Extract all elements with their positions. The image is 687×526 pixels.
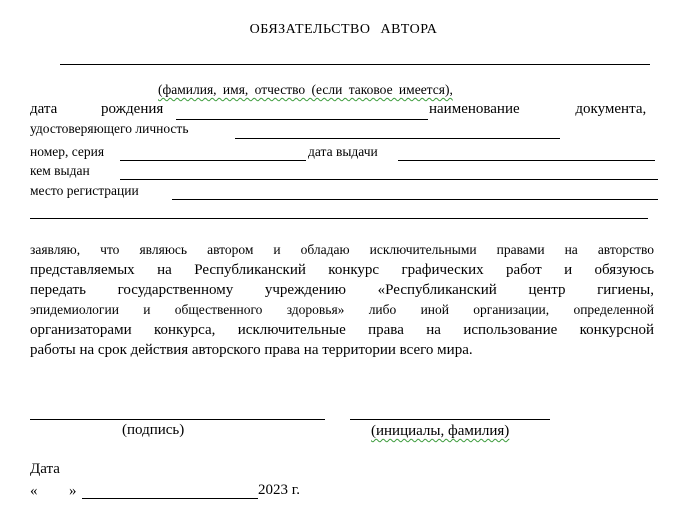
- initials-caption: [371, 423, 509, 440]
- paragraph-line-2: представляемых на Республиканский конкурс графических работ и обязуюсь: [30, 262, 654, 278]
- id-label: удостоверяющего личность: [30, 121, 189, 136]
- document-title: ОБЯЗАТЕЛЬСТВО АВТОРА: [249, 22, 438, 37]
- quote-close: »: [69, 483, 77, 499]
- registration-label: место регистрации: [30, 183, 139, 198]
- number-series-label: номер, серия: [30, 144, 105, 159]
- paragraph-line-6: работы на срок действия авторского права на территории всего мира.: [30, 342, 473, 358]
- number-series-field[interactable]: [120, 143, 306, 161]
- dob-label: дата рождения: [30, 101, 164, 117]
- paragraph-line-5: организаторами конкурса, исключительные права на использование конкурсной: [30, 322, 654, 338]
- signature-caption: (подпись): [122, 422, 185, 438]
- quote-open: «: [30, 483, 38, 499]
- paragraph-line-1: заявляю, что являюсь автором и обладаю исключительными правами на авторство: [30, 242, 654, 257]
- initials-line[interactable]: [350, 402, 550, 420]
- year-text: 2023 г.: [258, 482, 300, 498]
- signature-line[interactable]: [30, 402, 325, 420]
- issue-date-label: дата выдачи: [308, 144, 378, 159]
- id-field[interactable]: [235, 122, 560, 139]
- dob-field[interactable]: [176, 102, 428, 120]
- fio-line[interactable]: [60, 64, 650, 65]
- initials-caption-text: (инициалы, фамилия): [371, 423, 510, 439]
- registration-field[interactable]: [172, 182, 658, 200]
- obligation-paragraph: [30, 240, 654, 360]
- date-month-field[interactable]: [82, 481, 258, 499]
- issue-date-field[interactable]: [398, 143, 655, 161]
- paragraph-line-4: эпидемиологии и общественного здоровья» либо иной организации, определенной: [30, 302, 654, 317]
- date-label: Дата: [30, 461, 60, 477]
- paragraph-line-3: передать государственному учреждению «Республиканский центр гигиены,: [30, 282, 654, 298]
- registration-extra-line[interactable]: [30, 201, 648, 219]
- issued-by-label: кем выдан: [30, 163, 90, 178]
- issued-by-field[interactable]: [120, 162, 658, 180]
- doc-name-label: наименование документа,: [429, 101, 647, 117]
- fio-caption: (фамилия, имя, отчество (если таковое имеется),: [158, 82, 453, 97]
